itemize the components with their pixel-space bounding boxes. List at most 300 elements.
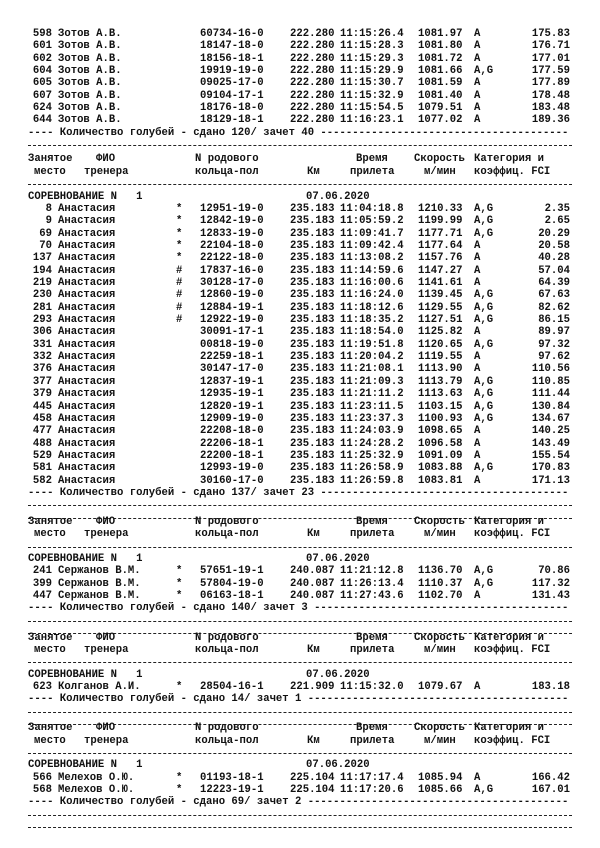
km-cell: 222.280 bbox=[290, 90, 335, 102]
table-row bbox=[0, 102, 600, 114]
divider bbox=[28, 662, 572, 663]
time-cell: 11:23:37.3 bbox=[340, 413, 404, 425]
header-ring-2: кольца-пол bbox=[195, 528, 259, 540]
place-cell: 70 bbox=[39, 240, 52, 252]
trainer-name-cell: Анастасия bbox=[58, 314, 116, 326]
header-arrival: прилета bbox=[350, 644, 395, 656]
time-cell: 11:15:28.3 bbox=[340, 40, 404, 52]
category-cell: A bbox=[474, 102, 481, 114]
place-cell: 445 bbox=[32, 401, 52, 413]
table-row bbox=[0, 228, 600, 240]
fci-cell: 97.32 bbox=[538, 339, 570, 351]
km-cell: 235.183 bbox=[290, 462, 335, 474]
category-cell: A,G bbox=[474, 228, 494, 240]
mark-cell: * bbox=[176, 784, 183, 796]
time-cell: 11:15:30.7 bbox=[340, 77, 404, 89]
category-cell: A,G bbox=[474, 302, 494, 314]
category-cell: A bbox=[474, 475, 481, 487]
place-cell: 293 bbox=[32, 314, 52, 326]
table-row bbox=[0, 114, 600, 126]
summary-text: ---- Количество голубей - сдано 140/ зачет 3 ---------------------------------------- bbox=[28, 602, 569, 614]
ring-cell: 12860-19-0 bbox=[200, 289, 264, 301]
time-cell: 11:24:28.2 bbox=[340, 438, 404, 450]
km-cell: 235.183 bbox=[290, 228, 335, 240]
table-row bbox=[0, 90, 600, 102]
trainer-name-cell: Зотов А.В. bbox=[58, 77, 122, 89]
speed-cell: 1177.64 bbox=[418, 240, 463, 252]
mark-cell: * bbox=[176, 203, 183, 215]
category-cell: A,G bbox=[474, 388, 494, 400]
divider bbox=[28, 753, 572, 754]
header-ring-2: кольца-пол bbox=[195, 735, 259, 747]
km-cell: 235.183 bbox=[290, 289, 335, 301]
ring-cell: 12820-19-1 bbox=[200, 401, 264, 413]
place-cell: 376 bbox=[32, 363, 52, 375]
fci-cell: 130.84 bbox=[531, 401, 570, 413]
category-cell: A,G bbox=[474, 565, 494, 577]
summary-text: ---- Количество голубей - сдано 137/ зачет 23 --------------------------------------- bbox=[28, 487, 569, 499]
category-cell: A bbox=[474, 53, 481, 65]
km-cell: 235.183 bbox=[290, 425, 335, 437]
trainer-name-cell: Анастасия bbox=[58, 215, 116, 227]
table-header-line-2 bbox=[0, 644, 600, 656]
trainer-name-cell: Анастасия bbox=[58, 401, 116, 413]
place-cell: 306 bbox=[32, 326, 52, 338]
table-row bbox=[0, 578, 600, 590]
speed-cell: 1091.09 bbox=[418, 450, 463, 462]
trainer-name-cell: Сержанов В.М. bbox=[58, 578, 141, 590]
table-header-line-1 bbox=[0, 153, 600, 165]
table-row bbox=[0, 252, 600, 264]
section-title: СОРЕВНОВАНИЕ N 1 bbox=[28, 553, 143, 565]
time-cell: 11:23:11.5 bbox=[340, 401, 404, 413]
section-date: 07.06.2020 bbox=[306, 759, 370, 771]
divider bbox=[28, 184, 572, 185]
category-cell: A bbox=[474, 425, 481, 437]
time-cell: 11:15:26.4 bbox=[340, 28, 404, 40]
header-speed: Скорость bbox=[414, 722, 465, 734]
time-cell: 11:18:12.6 bbox=[340, 302, 404, 314]
header-place-2: место bbox=[34, 735, 66, 747]
place-cell: 230 bbox=[32, 289, 52, 301]
km-cell: 235.183 bbox=[290, 277, 335, 289]
km-cell: 235.183 bbox=[290, 339, 335, 351]
table-row bbox=[0, 314, 600, 326]
header-speed: Скорость bbox=[414, 516, 465, 528]
table-header-line-1 bbox=[0, 516, 600, 528]
time-cell: 11:15:32.0 bbox=[340, 681, 404, 693]
fci-cell: 183.48 bbox=[531, 102, 570, 114]
table-row bbox=[0, 475, 600, 487]
fci-cell: 57.04 bbox=[538, 265, 570, 277]
header-place: Занятое bbox=[28, 722, 73, 734]
ring-cell: 12833-19-0 bbox=[200, 228, 264, 240]
speed-cell: 1129.55 bbox=[418, 302, 463, 314]
header-category: Категория и bbox=[474, 153, 544, 165]
ring-cell: 12993-19-0 bbox=[200, 462, 264, 474]
place-cell: 581 bbox=[32, 462, 52, 474]
header-place-2: место bbox=[34, 528, 66, 540]
trainer-name-cell: Анастасия bbox=[58, 240, 116, 252]
speed-cell: 1139.45 bbox=[418, 289, 463, 301]
place-cell: 458 bbox=[32, 413, 52, 425]
speed-cell: 1098.65 bbox=[418, 425, 463, 437]
km-cell: 235.183 bbox=[290, 388, 335, 400]
table-row bbox=[0, 265, 600, 277]
speed-cell: 1085.66 bbox=[418, 784, 463, 796]
section-title: СОРЕВНОВАНИЕ N 1 bbox=[28, 669, 143, 681]
ring-cell: 12842-19-0 bbox=[200, 215, 264, 227]
place-cell: 644 bbox=[32, 114, 52, 126]
category-cell: A,G bbox=[474, 462, 494, 474]
trainer-name-cell: Анастасия bbox=[58, 450, 116, 462]
place-cell: 477 bbox=[32, 425, 52, 437]
trainer-name-cell: Анастасия bbox=[58, 326, 116, 338]
km-cell: 225.104 bbox=[290, 772, 335, 784]
table-row bbox=[0, 425, 600, 437]
trainer-name-cell: Зотов А.В. bbox=[58, 53, 122, 65]
mark-cell: # bbox=[176, 265, 183, 277]
speed-cell: 1077.02 bbox=[418, 114, 463, 126]
time-cell: 11:15:29.3 bbox=[340, 53, 404, 65]
time-cell: 11:05:59.2 bbox=[340, 215, 404, 227]
km-cell: 235.183 bbox=[290, 240, 335, 252]
time-cell: 11:16:00.6 bbox=[340, 277, 404, 289]
speed-cell: 1127.51 bbox=[418, 314, 463, 326]
time-cell: 11:15:32.9 bbox=[340, 90, 404, 102]
summary-line bbox=[0, 796, 600, 808]
time-cell: 11:15:54.5 bbox=[340, 102, 404, 114]
km-cell: 222.280 bbox=[290, 40, 335, 52]
speed-cell: 1119.55 bbox=[418, 351, 463, 363]
table-row bbox=[0, 401, 600, 413]
category-cell: A,G bbox=[474, 376, 494, 388]
time-cell: 11:18:54.0 bbox=[340, 326, 404, 338]
header-name: ФИО bbox=[96, 153, 116, 165]
km-cell: 235.183 bbox=[290, 326, 335, 338]
fci-cell: 117.32 bbox=[531, 578, 570, 590]
divider bbox=[28, 712, 572, 713]
table-row bbox=[0, 462, 600, 474]
mark-cell: # bbox=[176, 314, 183, 326]
time-cell: 11:27:43.6 bbox=[340, 590, 404, 602]
category-cell: A bbox=[474, 277, 481, 289]
table-row bbox=[0, 277, 600, 289]
speed-cell: 1103.15 bbox=[418, 401, 463, 413]
ring-cell: 57804-19-0 bbox=[200, 578, 264, 590]
header-coef: коэффиц. FCI bbox=[474, 735, 551, 747]
header-name: ФИО bbox=[96, 722, 116, 734]
place-cell: 399 bbox=[32, 578, 52, 590]
category-cell: A bbox=[474, 772, 481, 784]
ring-cell: 12837-19-1 bbox=[200, 376, 264, 388]
header-time: Время bbox=[356, 632, 388, 644]
table-row bbox=[0, 681, 600, 693]
ring-cell: 22208-18-0 bbox=[200, 425, 264, 437]
fci-cell: 177.59 bbox=[531, 65, 570, 77]
mark-cell: # bbox=[176, 289, 183, 301]
km-cell: 222.280 bbox=[290, 65, 335, 77]
ring-cell: 18129-18-1 bbox=[200, 114, 264, 126]
header-ring-2: кольца-пол bbox=[195, 644, 259, 656]
trainer-name-cell: Анастасия bbox=[58, 339, 116, 351]
place-cell: 332 bbox=[32, 351, 52, 363]
ring-cell: 22200-18-1 bbox=[200, 450, 264, 462]
fci-cell: 166.42 bbox=[531, 772, 570, 784]
ring-cell: 30147-17-0 bbox=[200, 363, 264, 375]
trainer-name-cell: Анастасия bbox=[58, 277, 116, 289]
table-row bbox=[0, 65, 600, 77]
header-place-2: место bbox=[34, 166, 66, 178]
category-cell: A,G bbox=[474, 65, 494, 77]
fci-cell: 176.71 bbox=[531, 40, 570, 52]
time-cell: 11:17:20.6 bbox=[340, 784, 404, 796]
summary-line bbox=[0, 127, 600, 139]
header-category: Категория и bbox=[474, 516, 544, 528]
km-cell: 235.183 bbox=[290, 401, 335, 413]
fci-cell: 189.36 bbox=[531, 114, 570, 126]
table-row bbox=[0, 565, 600, 577]
summary-line bbox=[0, 602, 600, 614]
category-cell: A,G bbox=[474, 215, 494, 227]
trainer-name-cell: Зотов А.В. bbox=[58, 40, 122, 52]
header-time: Время bbox=[356, 153, 388, 165]
header-name-2: тренера bbox=[84, 644, 129, 656]
fci-cell: 20.58 bbox=[538, 240, 570, 252]
speed-cell: 1113.79 bbox=[418, 376, 463, 388]
category-cell: A,G bbox=[474, 578, 494, 590]
place-cell: 607 bbox=[32, 90, 52, 102]
category-cell: A,G bbox=[474, 289, 494, 301]
table-row bbox=[0, 438, 600, 450]
header-place-2: место bbox=[34, 644, 66, 656]
time-cell: 11:21:08.1 bbox=[340, 363, 404, 375]
km-cell: 235.183 bbox=[290, 265, 335, 277]
trainer-name-cell: Анастасия bbox=[58, 363, 116, 375]
ring-cell: 19919-19-0 bbox=[200, 65, 264, 77]
km-cell: 240.087 bbox=[290, 578, 335, 590]
fci-cell: 97.62 bbox=[538, 351, 570, 363]
speed-cell: 1199.99 bbox=[418, 215, 463, 227]
speed-cell: 1081.80 bbox=[418, 40, 463, 52]
time-cell: 11:25:32.9 bbox=[340, 450, 404, 462]
trainer-name-cell: Анастасия bbox=[58, 438, 116, 450]
category-cell: A,G bbox=[474, 413, 494, 425]
ring-cell: 22206-18-1 bbox=[200, 438, 264, 450]
fci-cell: 183.18 bbox=[531, 681, 570, 693]
header-ring-2: кольца-пол bbox=[195, 166, 259, 178]
header-arrival: прилета bbox=[350, 528, 395, 540]
header-ring: N родового bbox=[195, 516, 259, 528]
ring-cell: 17837-16-0 bbox=[200, 265, 264, 277]
mark-cell: * bbox=[176, 578, 183, 590]
trainer-name-cell: Анастасия bbox=[58, 351, 116, 363]
trainer-name-cell: Анастасия bbox=[58, 475, 116, 487]
time-cell: 11:15:29.9 bbox=[340, 65, 404, 77]
header-km: Км bbox=[307, 528, 320, 540]
mark-cell: # bbox=[176, 302, 183, 314]
divider bbox=[28, 547, 572, 548]
trainer-name-cell: Анастасия bbox=[58, 425, 116, 437]
place-cell: 566 bbox=[32, 772, 52, 784]
table-row bbox=[0, 53, 600, 65]
ring-cell: 12951-19-0 bbox=[200, 203, 264, 215]
table-row bbox=[0, 289, 600, 301]
header-arrival: прилета bbox=[350, 735, 395, 747]
trainer-name-cell: Анастасия bbox=[58, 388, 116, 400]
trainer-name-cell: Сержанов В.М. bbox=[58, 565, 141, 577]
km-cell: 235.183 bbox=[290, 302, 335, 314]
fci-cell: 178.48 bbox=[531, 90, 570, 102]
section-title-line bbox=[0, 553, 600, 565]
trainer-name-cell: Мелехов О.Ю. bbox=[58, 784, 135, 796]
table-row bbox=[0, 215, 600, 227]
place-cell: 568 bbox=[32, 784, 52, 796]
speed-cell: 1081.40 bbox=[418, 90, 463, 102]
header-km: Км bbox=[307, 644, 320, 656]
speed-cell: 1125.82 bbox=[418, 326, 463, 338]
km-cell: 222.280 bbox=[290, 114, 335, 126]
mark-cell: # bbox=[176, 277, 183, 289]
category-cell: A,G bbox=[474, 314, 494, 326]
summary-text: ---- Количество голубей - сдано 120/ зачет 40 --------------------------------------- bbox=[28, 127, 569, 139]
fci-cell: 111.44 bbox=[531, 388, 570, 400]
place-cell: 601 bbox=[32, 40, 52, 52]
place-cell: 529 bbox=[32, 450, 52, 462]
table-row bbox=[0, 77, 600, 89]
section-date: 07.06.2020 bbox=[306, 553, 370, 565]
time-cell: 11:21:09.3 bbox=[340, 376, 404, 388]
fci-cell: 171.13 bbox=[531, 475, 570, 487]
fci-cell: 86.15 bbox=[538, 314, 570, 326]
fci-cell: 82.62 bbox=[538, 302, 570, 314]
fci-cell: 2.35 bbox=[544, 203, 570, 215]
speed-cell: 1096.58 bbox=[418, 438, 463, 450]
mark-cell: * bbox=[176, 565, 183, 577]
header-coef: коэффиц. FCI bbox=[474, 166, 551, 178]
ring-cell: 18176-18-0 bbox=[200, 102, 264, 114]
km-cell: 221.909 bbox=[290, 681, 335, 693]
fci-cell: 175.83 bbox=[531, 28, 570, 40]
place-cell: 137 bbox=[32, 252, 52, 264]
section-title-line bbox=[0, 759, 600, 771]
time-cell: 11:21:11.2 bbox=[340, 388, 404, 400]
category-cell: A bbox=[474, 265, 481, 277]
table-row bbox=[0, 40, 600, 52]
fci-cell: 170.83 bbox=[531, 462, 570, 474]
category-cell: A bbox=[474, 240, 481, 252]
header-speed: Скорость bbox=[414, 153, 465, 165]
ring-cell: 30091-17-1 bbox=[200, 326, 264, 338]
trainer-name-cell: Сержанов В.М. bbox=[58, 590, 141, 602]
km-cell: 222.280 bbox=[290, 53, 335, 65]
mark-cell: * bbox=[176, 240, 183, 252]
category-cell: A bbox=[474, 438, 481, 450]
mark-cell: * bbox=[176, 252, 183, 264]
trainer-name-cell: Колганов А.И. bbox=[58, 681, 141, 693]
ring-cell: 06163-18-1 bbox=[200, 590, 264, 602]
place-cell: 69 bbox=[39, 228, 52, 240]
header-time: Время bbox=[356, 516, 388, 528]
header-place: Занятое bbox=[28, 516, 73, 528]
table-row bbox=[0, 413, 600, 425]
category-cell: A bbox=[474, 326, 481, 338]
ring-cell: 12884-19-1 bbox=[200, 302, 264, 314]
table-row bbox=[0, 351, 600, 363]
time-cell: 11:16:24.0 bbox=[340, 289, 404, 301]
divider bbox=[28, 505, 572, 506]
category-cell: A bbox=[474, 77, 481, 89]
place-cell: 8 bbox=[45, 203, 52, 215]
table-row bbox=[0, 339, 600, 351]
trainer-name-cell: Зотов А.В. bbox=[58, 65, 122, 77]
km-cell: 235.183 bbox=[290, 438, 335, 450]
category-cell: A bbox=[474, 40, 481, 52]
category-cell: A bbox=[474, 90, 481, 102]
fci-cell: 140.25 bbox=[531, 425, 570, 437]
place-cell: 219 bbox=[32, 277, 52, 289]
header-name: ФИО bbox=[96, 516, 116, 528]
category-cell: A bbox=[474, 252, 481, 264]
ring-cell: 09104-17-1 bbox=[200, 90, 264, 102]
mark-cell: * bbox=[176, 228, 183, 240]
trainer-name-cell: Анастасия bbox=[58, 302, 116, 314]
trainer-name-cell: Анастасия bbox=[58, 265, 116, 277]
place-cell: 598 bbox=[32, 28, 52, 40]
trainer-name-cell: Анастасия bbox=[58, 289, 116, 301]
place-cell: 488 bbox=[32, 438, 52, 450]
speed-cell: 1177.71 bbox=[418, 228, 463, 240]
fci-cell: 110.85 bbox=[531, 376, 570, 388]
fci-cell: 177.89 bbox=[531, 77, 570, 89]
table-row bbox=[0, 450, 600, 462]
trainer-name-cell: Зотов А.В. bbox=[58, 114, 122, 126]
header-name-2: тренера bbox=[84, 166, 129, 178]
table-header-line-2 bbox=[0, 528, 600, 540]
speed-cell: 1136.70 bbox=[418, 565, 463, 577]
km-cell: 235.183 bbox=[290, 413, 335, 425]
trainer-name-cell: Зотов А.В. bbox=[58, 28, 122, 40]
mark-cell: * bbox=[176, 772, 183, 784]
ring-cell: 09025-17-0 bbox=[200, 77, 264, 89]
header-unit: м/мин bbox=[424, 166, 456, 178]
trainer-name-cell: Мелехов О.Ю. bbox=[58, 772, 135, 784]
table-row bbox=[0, 590, 600, 602]
ring-cell: 30128-17-0 bbox=[200, 277, 264, 289]
place-cell: 624 bbox=[32, 102, 52, 114]
speed-cell: 1081.59 bbox=[418, 77, 463, 89]
ring-cell: 01193-18-1 bbox=[200, 772, 264, 784]
mark-cell: * bbox=[176, 681, 183, 693]
table-row bbox=[0, 28, 600, 40]
km-cell: 235.183 bbox=[290, 376, 335, 388]
divider bbox=[28, 815, 572, 816]
time-cell: 11:26:59.8 bbox=[340, 475, 404, 487]
fci-cell: 155.54 bbox=[531, 450, 570, 462]
speed-cell: 1081.72 bbox=[418, 53, 463, 65]
km-cell: 222.280 bbox=[290, 28, 335, 40]
table-row bbox=[0, 302, 600, 314]
fci-cell: 131.43 bbox=[531, 590, 570, 602]
header-ring: N родового bbox=[195, 632, 259, 644]
km-cell: 235.183 bbox=[290, 450, 335, 462]
mark-cell: * bbox=[176, 590, 183, 602]
place-cell: 194 bbox=[32, 265, 52, 277]
speed-cell: 1147.27 bbox=[418, 265, 463, 277]
fci-cell: 177.01 bbox=[531, 53, 570, 65]
ring-cell: 30160-17-0 bbox=[200, 475, 264, 487]
speed-cell: 1079.67 bbox=[418, 681, 463, 693]
